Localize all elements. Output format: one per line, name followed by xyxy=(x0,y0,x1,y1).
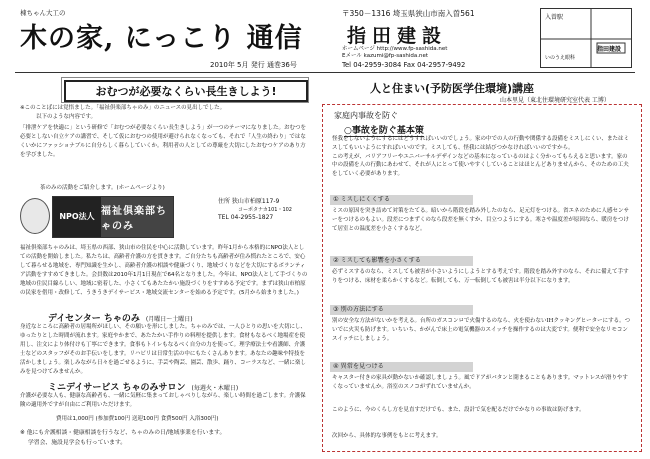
course-author: 山本里見（東北住環境研究室代表 工博） xyxy=(500,97,610,104)
contact-tel: Tel 04-2959-3084 Fax 04-2957-9492 xyxy=(342,61,466,69)
section-1-label: ① ミスしにくくする xyxy=(330,195,473,205)
section-2-label: ② ミスしても影響を小さくする xyxy=(330,256,473,266)
day-center-title: デイセンター ちゃのみ xyxy=(48,314,140,324)
npo-tel: TEL 04-2955-1827 xyxy=(218,213,274,221)
left-intro-1: ※このことばには覚悟ました。「福祉倶楽部ちゃのみ」のニュースの見出しでした。 xyxy=(20,105,226,111)
day-center-hours: (月曜日～土曜日) xyxy=(145,316,193,323)
npo-logo-name: 福祉倶楽部ちゃのみ xyxy=(101,197,173,237)
map-label-company: 指田建設 xyxy=(597,46,622,53)
course-title: 人と住まい(予防医学住環境)講座 xyxy=(370,82,535,95)
web-label: ホームページ xyxy=(342,46,375,52)
issue-info: 2010年 5月 発行 通巻36号 xyxy=(210,61,297,69)
contact-web xyxy=(342,46,447,60)
left-footnote-2: 学習会、施設見学会も行っています。 xyxy=(28,440,127,446)
header-divider xyxy=(15,72,635,73)
left-headline-box xyxy=(64,80,308,102)
npo-description: 福祉倶楽部ちゃのみは、埼玉県の西部、狭山市の住民を中心に活動しています。昨年1月から本格的にNPO法人としての活動を開始しました。私たちは、高齢者介護の方を貫きます。ご自分たちも高齢者が住み慣れたところで、安心して暮らせる地域を、専門知識を生かし、高齢者介護の相談や健康づくり、地域づくりなどを大切にするボランティア活動をすすめてきました。会員数は2010年1月1日現在で64名となりました。今年は、NPO法人として手づくりの地域の住民目線らしい、地域に密着した、小さくてもあたたかい施設づくりをすすめる予定です。まずは狭山市柏原の民家を借用・改修して、うきうきデイサービス・地域交流センターを始める予定です。(5月から始まりました。) xyxy=(20,245,308,296)
left-intro-body: 「排泄ケアを快適に」という研修で「おむつが必要なくらい長生きしよう」が一つのテーマになりました。おむつを必要としない自立ケアの講習で、そして仮におむつの使用が避けられなくなっても、それで「人生の終わり」ではなくいかにファッショナブルに自分らしく暮らしていくか。利用者の人としての尊厳を大切にしたおむつケアのあり方を学びました。 xyxy=(20,125,307,158)
day-center-body: 身近なところに高齢者の居場所がほしい、その願いを形にしました。ちゃのみでは、一人ひとりの思いを大切にし、ゆったりとした時間が流れます。家庭やかまで、あたたかい手作りの料理を提供します。食材もなるべく地場産を使用し、注文により体付けも丁寧にできます。食事もトイレもなるべく自分の力を使って。理学療法士や看護師、介護士などのスタッフがそのお手伝いをします。リハビリは日常生活の中にもたくさんあります。あなたの趣味や特技を活かしましょう。楽しみながら日々を過ごせるように、手芸や陶芸、園芸、散歩、踊り、コーラスなど、一緒に楽しみを見つけてみませんか。 xyxy=(20,324,307,375)
course-closing: このように、今のくらし方を見直すだけでも、また、設計で気を配るだけでかなりの事故は防げます。 xyxy=(332,407,585,413)
npo-info xyxy=(218,198,292,223)
company-name: 指田建設 xyxy=(347,25,448,47)
left-footnote: ※ 他にも介護相談・健康相談を行うなど、ちゃのみの日/地域事業を行います。 xyxy=(20,430,226,436)
left-headline: おむつが必要なくらい長生きしよう! xyxy=(95,85,277,98)
mascot-illustration xyxy=(20,198,50,234)
mail-label: Eメール xyxy=(342,52,362,59)
section-2-body: 必ずミスするのなら、ミスしても被害が小さいようにしようとする考えです。階段を踏み外すのなら、それに備えて手すりをつける、床材を柔らかくするなど。転倒しても、万一転倒しても被害は半分以下になります。 xyxy=(332,269,629,284)
mail-address[interactable]: kazumi@fp-sashida.net xyxy=(363,52,429,59)
left-intro-2: 以下のような内容です。 xyxy=(36,114,97,120)
map-label-clinic: いのうえ眼科 xyxy=(545,55,576,61)
course-next: 次回から、具体的な事例をもとに考えます。 xyxy=(332,433,442,439)
section-1-body: ミスの原因を突き詰めて対策をたてる。暗いから階段を踏み外したのなら、足元灯をつける。省エネのために人感センサーをつけるのもよい。段差につまずくのなら段差を無くすか、目立つようにする。寒さや温度差が原因なら、暖房をつけて居室との温度差を小さくするなど。 xyxy=(332,208,630,232)
section-3-body: 別の安全な方法がないかを考える。台所のガスコンロで火傷するのなら、火を使わないIHクッキングヒーターにする。ついでに火災も防げます。いちいち、かがんで床上の電気機器のスイッチを操作するのは大変です。便利で安全なリモコンスイッチにしましょう。 xyxy=(332,318,631,342)
salon-fees: 費用は1,000円 (参加費100円 送迎100円 食費500円 入浴300円) xyxy=(56,416,219,422)
company-address: 〒350－1316 埼玉県狭山市南入曽561 xyxy=(342,9,475,18)
npo-logo-label: NPO法人 xyxy=(53,197,101,237)
web-url[interactable]: http://www.fp-sashida.net xyxy=(376,46,448,52)
course-heading: ○事故を防ぐ基本策 xyxy=(344,123,424,136)
salon-title: ミニデイサービス ちゃのみサロン xyxy=(48,383,186,393)
course-kicker: 家庭内事故を防ぐ xyxy=(334,111,398,120)
salon-body: 介護が必要な人も、健康な高齢者も、一緒に気軽に集まっておしゃべりしながら、楽しい時間を過ごします。介護保険の適用外ですが自由にご利用いただけます。 xyxy=(20,393,306,408)
map-label-station: 入曽駅 xyxy=(545,14,564,21)
newsletter-title: 木の家, にっこり 通信 xyxy=(20,23,303,54)
salon-hours: (毎週火・木曜日) xyxy=(191,385,239,392)
npo-logo xyxy=(52,196,174,238)
npo-address: 住所 狭山市柏原117-9 xyxy=(218,198,280,205)
access-map xyxy=(540,8,632,68)
section-3-label: ③ 別の方法にする xyxy=(330,305,473,315)
npo-building: コーポタナカ101・102 xyxy=(238,206,292,213)
header-caption: 棟ちゃん大工の xyxy=(20,9,66,17)
section-4-label: ④ 異常を見つける xyxy=(330,362,473,372)
course-intro: 怪我をしないようにするにはどうすればいいのでしょう。家の中での人の行動や関係する設備をミスしにくい、またはミスしてもいいようにすればいいのです。ミスしても、怪我には結びつかなければいいのですから。 この考えが、バリアフリーやユニバーサルデザインなどの基本になっているのはよく分かってもらえると思います。家の中の設備を人の行動にあわせて、それが人にとって使いやすくしていることはほとんどありませんから、そのための工夫をしていく必要があります。 xyxy=(332,136,630,178)
left-intro-homepage: 茶のみの活動をご紹介します。(ホームページより) xyxy=(40,185,165,191)
section-4-body: キャスター付きの家具が動かないか確認しましょう。風でドアがバタンと閉まることもあります。マットレスが滑りやすくなっていませんか。浴室のスノコがずれていませんか。 xyxy=(332,375,628,390)
